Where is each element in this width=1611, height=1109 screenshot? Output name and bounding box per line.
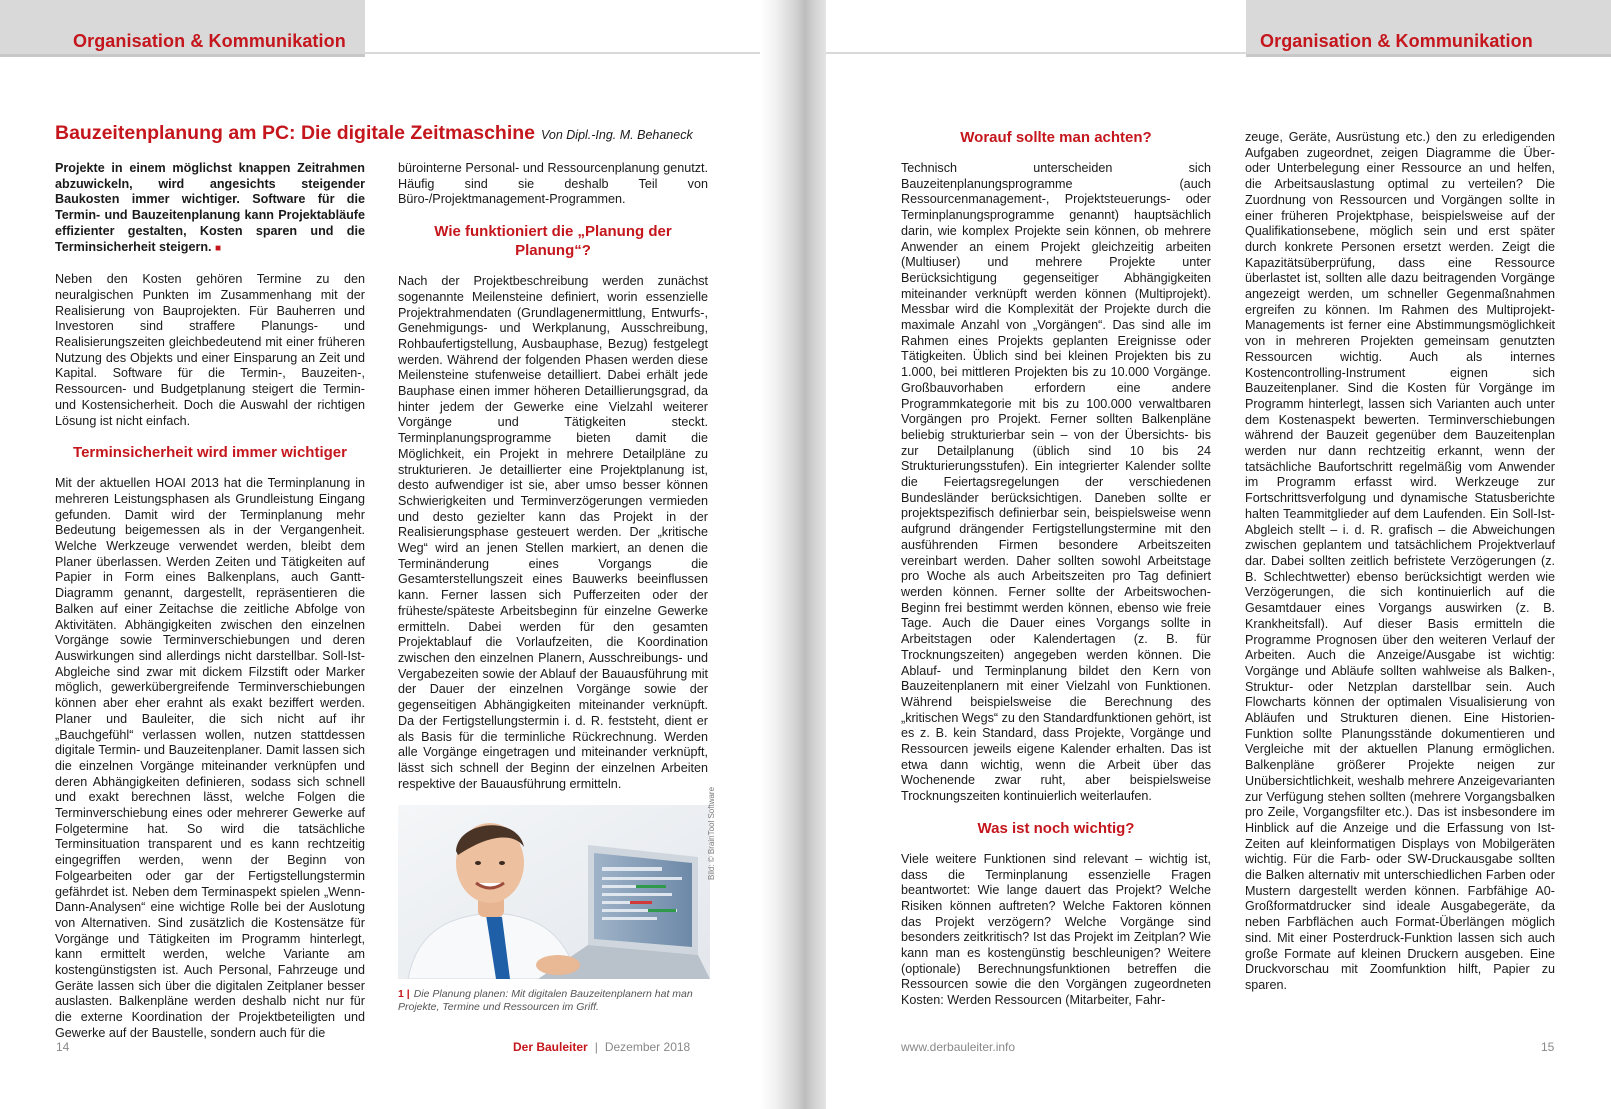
article-title-line	[55, 122, 745, 145]
subheading-worauf-achten: Worauf sollte man achten?	[960, 129, 1152, 146]
issue-date: Dezember 2018	[604, 1040, 691, 1054]
left-footer-masthead	[513, 1040, 690, 1054]
right-page-number: 15	[1541, 1040, 1555, 1054]
photo-caption	[398, 988, 708, 1013]
right-section-title: Organisation & Kommunikation	[1260, 31, 1533, 51]
article-lead	[55, 161, 365, 256]
left-col1-paragraph-2: Mit der aktuellen HOAI 2013 hat die Terminplanung in mehreren Leistungsphasen als Grundleistung Eingang gefunden. Damit wird der Terminplanung mehr Bedeutung beigemessen als in der Vergangenheit. Welche Werkzeuge verwendet werden, bleibt dem Planer überlassen. Werden Zeiten und Tätigkeiten auf Papier in Form eines Balkenplans, auch Gantt-Diagramm genannt, dargestellt, repräsentieren die Balken auf einer Zeitachse die zeitliche Abfolge von Aktivitäten. Abhängigkeiten zwischen den einzelnen Vorgänge sowie Terminverschiebungen und deren Auswirkungen sind allerdings nicht darstellbar. Soll-Ist-Abgleiche sind zwar mit dickem Filzstift oder Marker möglich, gewerkübergreifende Terminverschiebungen können aber eher erahnt als exakt beziffert werden. Planer und Bauleiter, die sich nicht auf ihr „Bauchgefühl“ verlassen wollen, nutzen stattdessen digitale Termin- und Bauzeitenplaner. Damit lassen sich die einzelnen Vorgänge miteinander verknüpfen und deren Abhängigkeiten definieren, sodass sich schnell und exakt berechnen lässt, welche Folgen die Terminverschiebung eines oder mehrerer Gewerke auf Folgetermine hat. So wird die tatsächliche Terminsituation transparent und es kann rechtzeitig eingegriffen werden, wenn der Beginn von Folgearbeiten oder gar der Fertigstellungstermin gefährdet ist. Neben dem Terminaspekt spielen „Wenn-Dann-Analysen“ eine wichtige Rolle bei der Auslotung von Alternativen. Sind zusätzlich die Kostensätze für Vorgänge und Tätigkeiten im Programm hinterlegt, kann ermittelt werden, welche Variante am kostengünstigsten ist. Auch Personal, Fahrzeuge und Geräte lassen sich über die digitalen Zeitplaner besser auslasten. Balkenpläne werden deshalb nicht nur für die externe Koordination der Projektbeteiligten und Gewerke auf der Baustelle, sondern auch für die	[55, 476, 365, 1040]
right-column-1	[901, 128, 1211, 1009]
right-header-rule	[826, 52, 1246, 54]
left-page	[0, 0, 784, 1109]
left-col1-paragraph-1: Neben den Kosten gehören Termine zu den neuralgischen Punkten im Zusammenhang mit der Realisierung von Bauprojekten. Für Bauherren und Investoren sind straffere Planungs- und Realisierungszeiten gleichbedeutend mit einer früheren Nutzung des Objekts und einer Einsparung an Zeit und Kapital. Software für die Termin-, Bauzeiten-, Ressourcen- und Budgetplanung steigert die Termin- und Kostensicherheit. Doch die Auswahl der richtigen Lösung ist nicht einfach.	[55, 272, 365, 428]
website-url: www.derbauleiter.info	[901, 1040, 1016, 1054]
right-column-2	[1245, 130, 1555, 994]
left-section-title: Organisation & Kommunikation	[73, 31, 346, 51]
left-column-2	[398, 161, 708, 792]
article-author: Von Dipl.-Ing. M. Behaneck	[541, 128, 693, 142]
subheading-terminsicherheit: Terminsicherheit wird immer wichtiger	[73, 444, 347, 462]
subheading-planung-der-planung: Wie funktioniert die „Planung der Planung“?	[434, 223, 672, 260]
lead-end-marker: ■	[215, 242, 222, 254]
right-col2-paragraph-1: zeuge, Geräte, Ausrüstung etc.) den zu erledigenden Aufgaben zugeordnet, zeigen Diagramme die Über- oder Unterbelegung einer Ressource an und helfen, die Arbeitsauslastung optimal zu verteilen? Die Zuordnung von Ressourcen und Vorgängen sollte in einer früheren Projektphase, beispielsweise auf der Qualifikationsebene, möglich sein und erst später durch konkrete Personen ersetzt werden. Zeigt die Kapazitätsüberprüfung, dass eine Ressource überlastet ist, sollten alle dazu beitragenden Vorgänge angezeigt werden, um schneller Gegenmaßnahmen ergreifen zu können. Im Rahmen des Multiprojekt-Managements ist ferner eine Abstimmungsmöglichkeit von in mehreren Projekten gemeinsam genutzten Ressourcen wichtig. Auch als internes Kostencontrolling-Instrument eignen sich Bauzeitenplaner. Sind die Kosten für Vorgänge im Programm hinterlegt, lassen sich Varianten auch unter dem Kostenaspekt bewerten. Terminverschiebungen während der Bauzeit gegenüber dem Bauzeitenplan werden nur dann rechtzeitig erkannt, wenn der tatsächliche Baufortschritt regelmäßig vom Anwender im Programm erfasst wird. Werkzeuge zur Fortschrittsverfolgung und dynamische Statusberichte halten Teammitglieder auf dem Laufenden. Ein Soll-Ist-Abgleich stellt – i. d. R. grafisch – die Abweichungen zwischen geplantem und tatsächlichem Projektverlauf dar. Dabei sollten zeitlich befristete Verzögerungen (z. B. Schlechtwetter) ebenso berücksichtigt werden wie Verzögerungen, die sich kontinuierlich auf die Gesamtdauer eines Vorgangs auswirken (z. B. Krankheitsfall). Auf dieser Basis ermitteln die Programme Prognosen über den weiteren Verlauf der Arbeiten. Auch die Anzeige/Ausgabe ist wichtig: Vorgänge und Abläufe sollten wahlweise als Balken-, Struktur- oder Netzplan darstellbar sein. Auch Flowcharts können der optimalen Visualisierung von Abläufen und Strukturen dienen. Eine Historien-Funktion sollte Planungsstände dokumentieren und Vergleiche mit der aktuellen Planung ermöglichen. Balkenpläne größerer Projekte neigen zur Unübersichtlichkeit, weshalb mehrere Anzeigevarianten zur Verfügung stehen sollten (mehrere Vorgangsbalken pro Zeile, Vorgangsfilter etc.). Das ist insbesondere im Hinblick auf die Anzeige und die Erfassung von Ist-Zeiten auf kleinformatigen Displays von Mobilgeräten wichtig. Für die Farb- oder SW-Druckausgabe sollten die Balken alternativ mit unterschiedlichen Farben oder Mustern dargestellt werden können. Farbfähige A0-Großformatdrucker sind ideale Ausgabegeräte, da neben Farbflächen auch Format-Überlängen möglich sind. Mit einer Posterdruck-Funktion lassen sich auch große Formate auf kleinen Druckern ausgeben. Eine Druckvorschau mit Zoomfunktion hilft, Papier zu sparen.	[1245, 130, 1555, 992]
article-lead-text: Projekte in einem möglichst knappen Zeitrahmen abzuwickeln, wird angesichts steigender Baukosten immer wichtiger. Software für die Termin- und Bauzeitenplanung kann Projektabläufe effizienter gestalten, Kosten sparen und die Terminsicherheit steigern.	[55, 161, 365, 254]
photo-credit: Bild: © BrainTool Software	[707, 786, 716, 880]
left-header-rule	[365, 52, 784, 54]
left-col2-paragraph-2: Nach der Projektbeschreibung werden zunächst sogenannte Meilensteine definiert, worin essenzielle Projektrahmendaten (Grundlagenermittlung, Entwurfs-, Genehmigungs- und Werkplanung, Ausschreibung, Rohbaufertigstellung, Ausbauphase, Bezug) festgelegt werden. Während der folgenden Phasen werden diese Meilensteine stufenweise detailliert. Dabei erhält jede Bauphase einen immer höheren Detaillierungsgrad, da hinter jedem der Gewerke eine Vielzahl weiterer Vorgänge und Tätigkeiten steckt. Terminplanungsprogramme bieten damit die Möglichkeit, ein Projekt in mehrere Detailpläne zu strukturieren. Je detaillierter eine Projektplanung ist, desto aufwendiger ist sie, aber umso besser können Schwierigkeiten und Terminverzögerungen vermieden und desto gezielter kann das Projekt in der Realisierungsphase gesteuert werden. Der „kritische Weg“ wird an jenen Stellen markiert, an denen die Terminänderung eines Vorgangs die Gesamterstellungszeit eines Bauwerks beeinflussen kann. Ferner lassen sich Pufferzeiten oder der früheste/späteste Arbeitsbeginn für einzelne Gewerke ermitteln. Dabei werden für den gesamten Projektablauf die Vorlaufzeiten, die Koordination zwischen den einzelnen Planern, Ausschreibungs- und Vergabezeiten sowie der Ablauf der Bauausführung mit der Dauer der einzelnen Vorgänge sowie der gegenseitigen Abhängigkeiten miteinander verknüpft. Da der Fertigstellungstermin i. d. R. feststeht, dient er als Basis für die terminliche Rückrechnung. Werden alle Vorgänge eingetragen und miteinander verknüpft, lässt sich schnell der Beginn der einzelnen Arbeiten respektive der Bauausführung ermitteln.	[398, 274, 708, 791]
article-title: Bauzeitenplanung am PC: Die digitale Zeitmaschine	[55, 122, 536, 144]
caption-text: Die Planung planen: Mit digitalen Bauzeitenplanern hat man Projekte, Termine und Ressourcen im Griff.	[398, 988, 693, 1013]
subheading-noch-wichtig: Was ist noch wichtig?	[977, 819, 1135, 837]
left-page-number: 14	[56, 1040, 70, 1054]
left-column-1	[55, 161, 365, 1042]
left-col2-paragraph-1: bürointerne Personal- und Ressourcenplanung genutzt. Häufig sind sie deshalb Teil von Büro-/Projektmanagement-Programmen.	[398, 161, 708, 207]
footer-separator: |	[594, 1040, 598, 1054]
right-page	[826, 0, 1611, 1109]
photo-man-at-laptop	[398, 805, 710, 979]
right-col1-paragraph-2: Viele weitere Funktionen sind relevant – wichtig ist, dass die Terminplanung essenzielle Fragen beantwortet: Wie lange dauert das Projekt? Welche Risiken können auftreten? Welche Faktoren können das Projekt verzögern? Welche Vorgänge sind besonders zeitkritisch? Ist das Projekt im Zeitplan? Wie kann man es kostengünstig beschleunigen? Weitere (optionale) Berechnungsfunktionen betreffen die Ressourcen sowie die den Vorgängen zugeordneten Kosten: Werden Ressourcen (Mitarbeiter, Fahr-	[901, 851, 1211, 1008]
article-photo	[398, 805, 710, 979]
right-col1-paragraph-1: Technisch unterscheiden sich Bauzeitenplanungsprogramme (auch Ressourcenmanagement-, Projektsteuerungs- oder Terminplanungsprogramme genannt) hauptsächlich darin, wie komplex Projekte sein können, ob mehrere Anwender an einem Projekt gleichzeitig arbeiten (Multiuser) und mehrere Projekte unter Berücksichtigung gegenseitiger Abhängigkeiten miteinander verknüpft werden können (Multiprojekt). Messbar wird die Komplexität der Projekte durch die maximale Anzahl von „Vorgängen“. Das sind alle im Rahmen eines Projekts geplanten Ereignisse oder Tätigkeiten. Üblich sind bei kleinen Projekten bis zu 1.000, bei mittleren Projekten bis zu 10.000 Vorgänge. Großbauvorhaben erfordern eine andere Programmkategorie mit bis zu 100.000 verwaltbaren Vorgängen pro Projekt. Ferner sollten Balkenpläne beliebig strukturierbar sein – von der Übersichts- bis zur Detailplanung (üblich sind 10 bis 24 Strukturierungsstufen). Ein integrierter Kalender sollte die Feiertagsregelungen der verschiedenen Bundesländer berücksichtigen. Daneben sollte er projektspezifisch definierbar sein, beispielsweise wenn aufgrund drängender Fertigstellungstermine mit den ausführenden Firmen besondere Arbeitszeiten vereinbart werden. Daher sollten sowohl Arbeitstage pro Woche als auch Arbeitszeiten pro Tag definiert werden können. Ferner sollte der Arbeitswochen-Beginn frei bestimmt werden können, ebenso wie freie Tage. Auch die Dauer eines Vorgangs sollte in Arbeitstagen oder Kalendertagen (z. B. für Trocknungszeiten) angegeben werden können. Die Ablauf- und Terminplanung bildet den Kern von Bauzeitenplanern mit einer Vielzahl von Funktionen. Während beispielsweise die Berechnung des „kritischen Wegs“ zu den Standardfunktionen gehört, ist es z. B. kein Standard, dass Projekte, Vorgänge und Ressourcen jeweils eigene Kalender erhalten. Das ist etwa dann wichtig, wenn die Arbeit über das Wochenende zwar ruht, aber beispielsweise Trocknungszeiten kontinuierlich weiterlaufen.	[901, 161, 1211, 804]
magazine-name: Der Bauleiter	[513, 1040, 588, 1054]
caption-number: 1 |	[398, 988, 410, 1000]
